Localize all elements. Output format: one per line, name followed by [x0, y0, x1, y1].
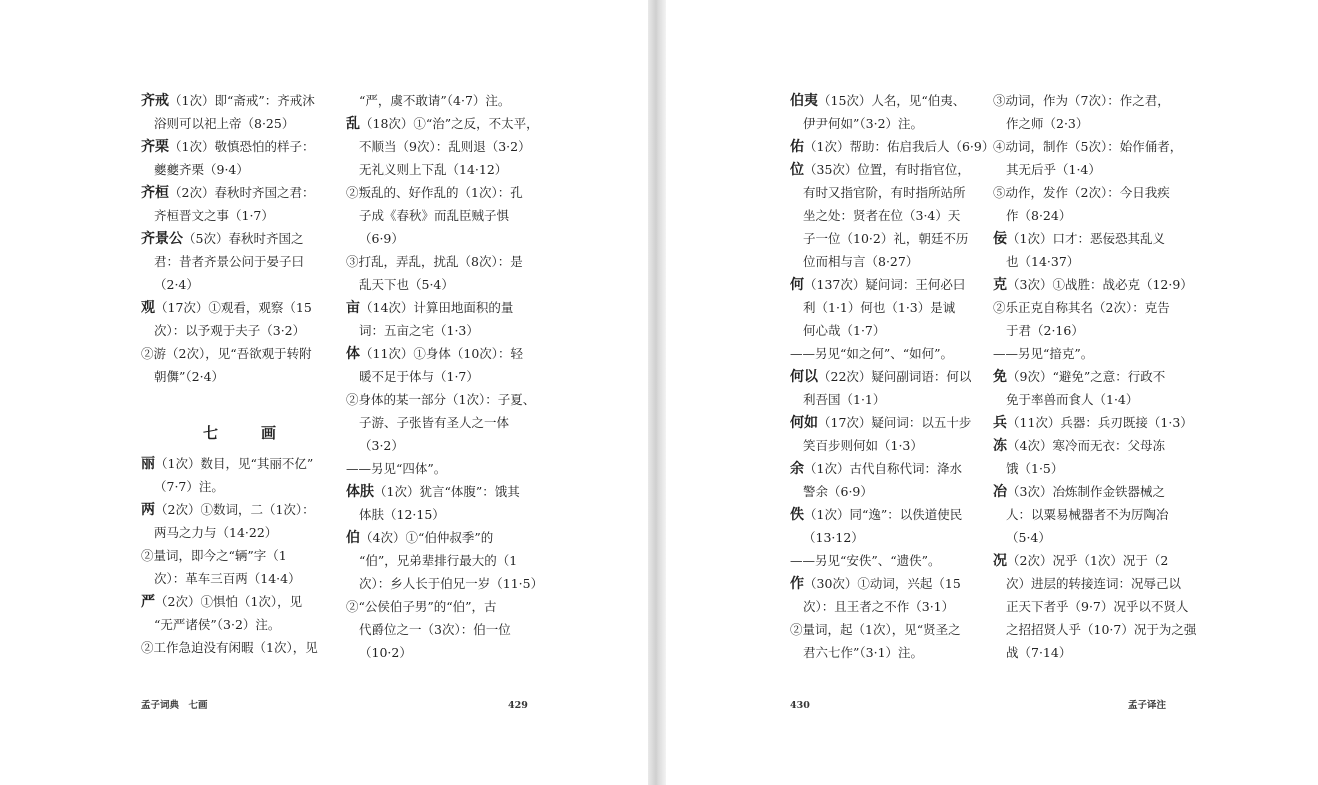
dictionary-entry [790, 365, 972, 411]
entry-first-line [346, 342, 528, 365]
dictionary-entry [141, 452, 323, 498]
dictionary-entry [993, 480, 1175, 549]
entry-continuation-line: （2·4） [154, 277, 199, 292]
entry-text: ②量词，即今之“辆”字（1 [141, 548, 287, 563]
entry-continuation-line: 两马之力与（14·22） [154, 525, 278, 540]
entry-continuation-line: 夔夔齐栗（9·4） [154, 162, 249, 177]
entry-continuation-line: 饿（1·5） [1006, 461, 1064, 476]
entry-headword: 齐戒 [141, 93, 169, 109]
right-page-column-2 [993, 89, 1197, 664]
left-page-column-1 [141, 89, 323, 659]
entry-first-line [790, 457, 972, 480]
entry-continuation-line: 君六七作”（3·1）注。 [803, 645, 924, 660]
entry-headword: 亩 [346, 300, 360, 316]
dictionary-entry [790, 549, 972, 572]
dictionary-entry [141, 342, 323, 388]
entry-text: （2次）①数词，二（1次）： [155, 502, 315, 517]
dictionary-entry [346, 250, 528, 296]
entry-text: （15次）人名，见“伯夷、 [818, 93, 966, 108]
entry-continuation-line: 齐桓晋文之事（1·7） [154, 208, 274, 223]
entry-text: （17次）疑问词：以五十步 [818, 415, 972, 430]
entry-text: （18次）①“治”之反，不太平， [360, 116, 539, 131]
entry-headword: 何以 [790, 369, 818, 385]
entry-first-line [141, 498, 323, 521]
entry-first-line [346, 388, 536, 411]
section-heading: 七 画 [203, 424, 291, 442]
entry-headword: 乱 [346, 116, 360, 132]
dictionary-entry [346, 480, 528, 526]
entry-text: （35次）位置，有时指官位， [804, 162, 970, 177]
entry-headword: 观 [141, 300, 155, 316]
entry-headword: 体肤 [346, 484, 374, 500]
entry-text: ——另见“四体”。 [346, 461, 447, 476]
entry-first-line [993, 342, 1175, 365]
entry-first-line [993, 296, 1175, 319]
entry-first-line [790, 135, 995, 158]
entry-text: （3次）①战胜：战必克（12·9） [1007, 277, 1193, 292]
entry-continuation-line: 利吾国（1·1） [803, 392, 886, 407]
dictionary-entry [346, 595, 528, 664]
entry-text: （9次）“避免”之意：行政不 [1007, 369, 1166, 384]
entry-headword: 何 [790, 277, 804, 293]
dictionary-entry [346, 181, 528, 250]
entry-first-line [790, 158, 972, 181]
entry-text: ②“公侯伯子男”的“伯”，古 [346, 599, 497, 614]
entry-continuation-line: 位而相与言（8·27） [803, 254, 919, 269]
entry-text: （30次）①动词，兴起（15 [804, 576, 961, 591]
dictionary-entry [346, 388, 536, 457]
entry-continuation-line: 朝儛”（2·4） [154, 369, 225, 384]
entry-continuation-line: （7·7）注。 [154, 479, 224, 494]
entry-text: ②工作急迫没有闲暇（1次），见 [141, 640, 318, 655]
entry-continuation-line: 免于率兽而食人（1·4） [1006, 392, 1139, 407]
entry-text: ⑤动作，发作（2次）：今日我疾 [993, 185, 1170, 200]
entry-first-line [993, 365, 1175, 388]
entry-headword: 余 [790, 461, 804, 477]
dictionary-entry [993, 365, 1175, 411]
left-page-column-2 [346, 89, 544, 664]
dictionary-entry [141, 544, 323, 590]
entry-text: （4次）寒冷而无衣：父母冻 [1007, 438, 1165, 453]
dictionary-entry [790, 618, 972, 664]
section-spacer [141, 388, 323, 418]
right-page-column-1 [790, 89, 995, 664]
entry-text: （1次）即“斋戒”：齐戒沐 [169, 93, 315, 108]
right-running-footer: 孟子译注 [1128, 700, 1167, 711]
entry-continuation-line: 子游、子张皆有圣人之一体 [359, 415, 510, 430]
entry-first-line [790, 411, 972, 434]
entry-headword: 免 [993, 369, 1007, 385]
dictionary-entry [790, 411, 972, 457]
book-gutter [648, 0, 666, 785]
dictionary-entry [141, 89, 323, 135]
entry-first-line [346, 112, 539, 135]
entry-text: （17次）①观看，观察（15 [155, 300, 312, 315]
entry-first-line [346, 296, 528, 319]
entry-continuation-line: 次）：且王者之不作（3·1） [803, 599, 955, 614]
entry-continuation-line: “无严诸侯”（3·2）注。 [154, 617, 281, 632]
entry-continuation-line: 子一位（10·2）礼，朝廷不历 [803, 231, 969, 246]
entry-continuation-line: （3·2） [359, 438, 404, 453]
entry-text: ②叛乱的、好作乱的（1次）：孔 [346, 185, 523, 200]
entry-text: （5次）春秋时齐国之 [183, 231, 304, 246]
dictionary-entry [141, 296, 323, 342]
dictionary-entry [993, 89, 1175, 135]
entry-continuation-line: 次）：以予观于夫子（3·2） [154, 323, 306, 338]
entry-text: （1次）古代自称代词：洚水 [804, 461, 962, 476]
entry-first-line [141, 227, 323, 250]
dictionary-entry [346, 526, 544, 595]
dictionary-entry [993, 411, 1193, 434]
dictionary-entry [993, 135, 1183, 181]
entry-first-line [141, 89, 323, 112]
dictionary-entry [790, 89, 972, 135]
entry-continuation-line: 次）：乡人长于伯兄一岁（11·5） [359, 576, 544, 591]
dictionary-entry [346, 296, 528, 342]
entry-first-line [993, 273, 1193, 296]
entry-first-line [993, 227, 1175, 250]
entry-headword: 兵 [993, 415, 1007, 431]
dictionary-entry [790, 135, 995, 158]
entry-first-line [346, 181, 528, 204]
entry-text: （1次）口才：恶佞恐其乱义 [1007, 231, 1165, 246]
entry-continuation-line: 体肤（12·15） [359, 507, 445, 522]
entry-text: （11次）兵器：兵刃既接（1·3） [1007, 415, 1193, 430]
dictionary-entry [346, 112, 539, 181]
entry-text: （1次）帮助：佑启我后人（6·9） [804, 139, 995, 154]
entry-continuation-line: （6·9） [359, 231, 404, 246]
entry-text: ②乐正克自称其名（2次）：克告 [993, 300, 1170, 315]
entry-continuation-line: 有时又指官阶，有时指所站所 [803, 185, 966, 200]
entry-continuation-line: 坐之处：贤者在位（3·4）天 [803, 208, 961, 223]
entry-continuation-line: 代爵位之一（3次）：伯一位 [359, 622, 511, 637]
entry-first-line [141, 544, 323, 567]
entry-text: （14次）计算田地面积的量 [360, 300, 514, 315]
entry-text: （137次）疑问词：王何必曰 [804, 277, 966, 292]
entry-first-line [346, 595, 528, 618]
entry-text: ——另见“安佚”、“遗佚”。 [790, 553, 941, 568]
entry-continuation-line: 之招招贤人乎（10·7）况于为之强 [1006, 622, 1197, 637]
dictionary-entry [993, 296, 1175, 342]
entry-first-line [993, 135, 1183, 158]
entry-first-line [141, 181, 323, 204]
entry-headword: 伯夷 [790, 93, 818, 109]
entry-text: ②身体的某一部分（1次）：子夏、 [346, 392, 536, 407]
dictionary-entry [141, 498, 323, 544]
entry-continuation-line: 君：昔者齐景公问于晏子曰 [154, 254, 305, 269]
entry-continuation-line: 其无后乎（1·4） [1006, 162, 1101, 177]
entry-continuation-line: 不顺当（9次）：乱则退（3·2） [359, 139, 531, 154]
dictionary-entry [790, 503, 972, 549]
entry-text: ②游（2次），见“吾欲观于转附 [141, 346, 312, 361]
entry-continuation-line: 暖不足于体与（1·7） [359, 369, 479, 384]
entry-headword: 冶 [993, 484, 1007, 500]
entry-first-line [141, 452, 323, 475]
entry-headword: 克 [993, 277, 1007, 293]
left-running-footer: 孟子词典 七画 [141, 700, 208, 711]
entry-continuation-line: 也（14·37） [1006, 254, 1080, 269]
entry-text: （4次）①“伯仲叔季”的 [360, 530, 494, 545]
dictionary-entry [790, 273, 972, 342]
entry-continuation-line: 无礼义则上下乱（14·12） [359, 162, 508, 177]
entry-text: （2次）况乎（1次）况于（2 [1007, 553, 1169, 568]
entry-headword: 齐桓 [141, 185, 169, 201]
entry-first-line [993, 480, 1175, 503]
entry-continuation-line: 作（8·24） [1006, 208, 1072, 223]
entry-continuation-line: 正天下者乎（9·7）况乎以不贤人 [1006, 599, 1189, 614]
entry-text: （2次）春秋时齐国之君： [169, 185, 315, 200]
entry-first-line [141, 135, 323, 158]
entry-continuation-line: （10·2） [359, 645, 412, 660]
entry-first-line [790, 618, 972, 641]
entry-text: （22次）疑问副词语：何以 [818, 369, 972, 384]
entry-first-line [346, 457, 528, 480]
left-page-number: 429 [508, 700, 528, 711]
entry-first-line [141, 590, 323, 613]
entry-headword: 佞 [993, 231, 1007, 247]
entry-text: （1次）数目，见“其丽不亿” [155, 456, 314, 471]
entry-continuation-line: 子成《春秋》而乱臣贼子惧 [359, 208, 510, 223]
entry-first-line [346, 89, 528, 112]
dictionary-entry [141, 636, 323, 659]
dictionary-entry [993, 434, 1175, 480]
entry-first-line [993, 89, 1175, 112]
entry-text: ②量词，起（1次），见“贤圣之 [790, 622, 961, 637]
dictionary-entry [346, 457, 528, 480]
entry-first-line [790, 549, 972, 572]
entry-continuation-line: 战（7·14） [1006, 645, 1072, 660]
entry-text: （1次）犹言“体腹”：饿其 [374, 484, 520, 499]
entry-text: ——另见“揞克”。 [993, 346, 1094, 361]
entry-headword: 齐景公 [141, 231, 183, 247]
dictionary-entry [141, 227, 323, 296]
entry-text: ④动词，制作（5次）：始作俑者， [993, 139, 1183, 154]
dictionary-entry [790, 158, 972, 273]
entry-headword: 何如 [790, 415, 818, 431]
entry-first-line [346, 526, 528, 549]
entry-headword: 体 [346, 346, 360, 362]
dictionary-entry [790, 572, 972, 618]
dictionary-entry [346, 89, 528, 112]
entry-text: “严，虞不敢请”（4·7）注。 [359, 93, 511, 108]
entry-continuation-line: 次）：革车三百两（14·4） [154, 571, 301, 586]
entry-continuation-line: 利（1·1）何也（1·3）是诚 [803, 300, 956, 315]
dictionary-entry [790, 457, 972, 503]
entry-first-line [141, 296, 323, 319]
entry-first-line [790, 365, 972, 388]
dictionary-entry [141, 590, 323, 636]
dictionary-entry [141, 135, 323, 181]
entry-first-line [993, 549, 1175, 572]
right-page-number: 430 [790, 700, 810, 711]
entry-headword: 位 [790, 162, 804, 178]
entry-headword: 齐栗 [141, 139, 169, 155]
entry-continuation-line: 作之师（2·3） [1006, 116, 1089, 131]
entry-text: （3次）冶炼制作金铁器械之 [1007, 484, 1165, 499]
entry-text: ——另见“如之何”、“如何”。 [790, 346, 954, 361]
entry-text: ③打乱，弄乱，扰乱（8次）：是 [346, 254, 523, 269]
entry-first-line [790, 273, 972, 296]
dictionary-entry [141, 181, 323, 227]
entry-first-line [993, 181, 1175, 204]
dictionary-entry [993, 549, 1197, 664]
right-page [666, 0, 1318, 785]
entry-headword: 佑 [790, 139, 804, 155]
entry-continuation-line: 笑百步则何如（1·3） [803, 438, 923, 453]
entry-continuation-line: 人：以粟易械器者不为厉陶冶 [1006, 507, 1169, 522]
entry-headword: 伯 [346, 530, 360, 546]
entry-continuation-line: 警余（6·9） [803, 484, 873, 499]
entry-continuation-line: 乱天下也（5·4） [359, 277, 454, 292]
dictionary-entry [993, 181, 1175, 227]
entry-continuation-line: 伊尹何如”（3·2）注。 [803, 116, 924, 131]
entry-continuation-line: 次）进层的转接连词：况辱己以 [1006, 576, 1182, 591]
entry-headword: 况 [993, 553, 1007, 569]
entry-first-line [346, 480, 528, 503]
entry-headword: 两 [141, 502, 155, 518]
entry-headword: 丽 [141, 456, 155, 472]
entry-continuation-line: 于君（2·16） [1006, 323, 1084, 338]
entry-continuation-line: （5·4） [1006, 530, 1051, 545]
entry-first-line [993, 434, 1175, 457]
left-page [0, 0, 648, 785]
entry-first-line [790, 503, 972, 526]
entry-first-line [141, 636, 323, 659]
dictionary-entry [993, 227, 1175, 273]
entry-first-line [790, 342, 972, 365]
entry-first-line [790, 89, 972, 112]
dictionary-entry [993, 273, 1193, 296]
entry-continuation-line: 词：五亩之宅（1·3） [359, 323, 479, 338]
entry-first-line [346, 250, 528, 273]
entry-text: ③动词，作为（7次）：作之君， [993, 93, 1170, 108]
entry-continuation-line: “伯”，兄弟辈排行最大的（1 [359, 553, 518, 568]
dictionary-entry [993, 342, 1175, 365]
entry-headword: 作 [790, 576, 804, 592]
entry-headword: 严 [141, 594, 155, 610]
entry-text: （11次）①身体（10次）：轻 [360, 346, 524, 361]
entry-text: （2次）①惧怕（1次），见 [155, 594, 303, 609]
entry-headword: 佚 [790, 507, 804, 523]
entry-continuation-line: 浴则可以祀上帝（8·25） [154, 116, 295, 131]
entry-text: （1次）敬慎恐怕的样子： [169, 139, 315, 154]
dictionary-entry [790, 342, 972, 365]
entry-first-line [993, 411, 1193, 434]
dictionary-entry [346, 342, 528, 388]
entry-first-line [790, 572, 972, 595]
entry-first-line [141, 342, 323, 365]
entry-continuation-line: （13·12） [803, 530, 864, 545]
entry-continuation-line: 何心哉（1·7） [803, 323, 886, 338]
entry-text: （1次）同“逸”：以佚道使民 [804, 507, 963, 522]
entry-headword: 冻 [993, 438, 1007, 454]
